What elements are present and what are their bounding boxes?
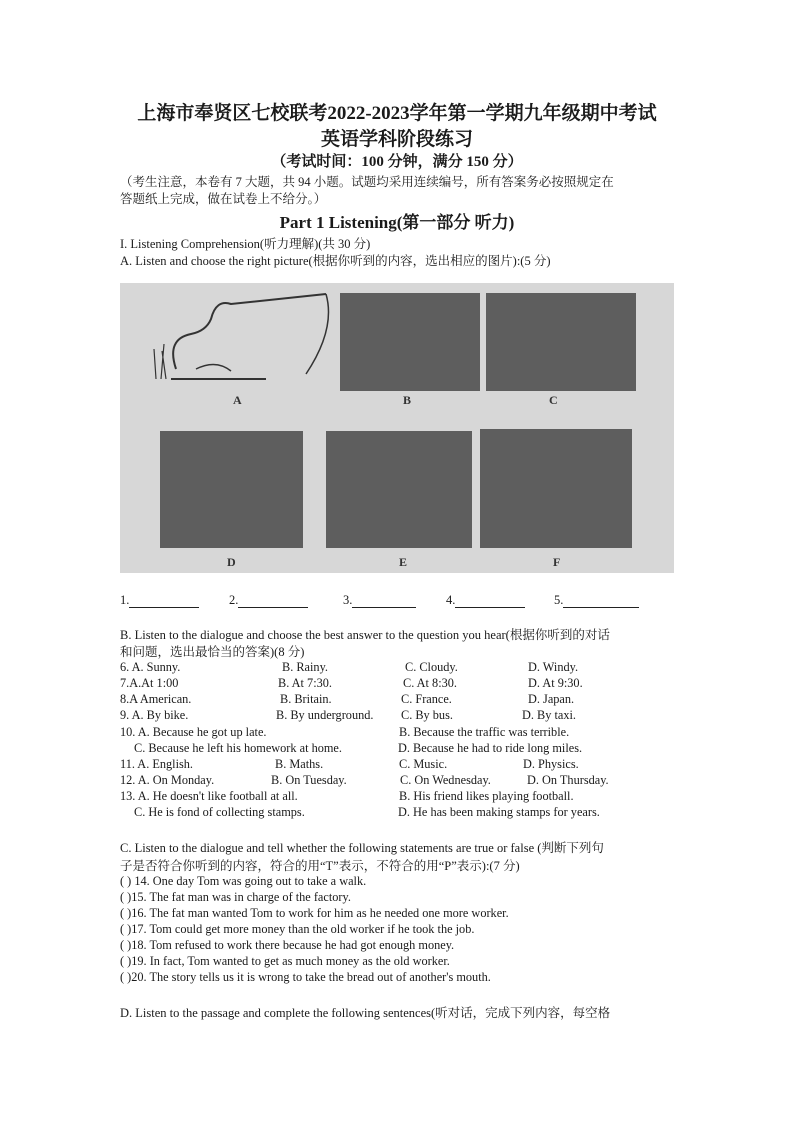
option-9d: D. By taxi. (522, 708, 576, 722)
option-11b: B. Maths. (275, 757, 324, 771)
tf-item-19[interactable]: ( )19. In fact, Tom wanted to get as much money as the old worker. (120, 954, 450, 968)
section-c-line-1: C. Listen to the dialogue and tell whether the following statements are true or false (判断下列句 (120, 841, 604, 855)
tf-item-20[interactable]: ( )20. The story tells us it is wrong to take the bread out of another's mouth. (120, 970, 491, 984)
picture-f (480, 429, 632, 548)
option-11a: 11. A. English. (120, 757, 193, 771)
listening-pictures (120, 283, 674, 573)
picture-label-c: C (549, 393, 558, 407)
option-8a: 8.A American. (120, 692, 192, 706)
picture-label-d: D (227, 555, 236, 569)
option-8d: D. Japan. (528, 692, 575, 706)
option-7c: C. At 8:30. (403, 676, 457, 690)
section-c-line-2: 子是否符合你听到的内容，符合的用“T”表示，不符合的用“P”表示):(7 分) (120, 859, 520, 873)
option-10b: B. Because the traffic was terrible. (399, 725, 570, 739)
option-13a: 13. A. He doesn't like football at all. (120, 789, 298, 803)
picture-label-e: E (399, 555, 408, 569)
option-7d: D. At 9:30. (528, 676, 583, 690)
notice-line-1: （考生注意，本卷有 7 大题，共 94 小题。试题均采用连续编号，所有答案务必按照规定在 (120, 175, 614, 189)
option-7b: B. At 7:30. (278, 676, 332, 690)
picture-label-a: A (233, 393, 242, 407)
answer-blank-2[interactable]: 2. (229, 593, 308, 608)
picture-label-b: B (403, 393, 412, 407)
exam-subject: 英语学科阶段练习 (320, 129, 473, 150)
exam-title: 上海市奉贤区七校联考2022-2023学年第一学期九年级期中考试 (137, 103, 657, 124)
option-10c: C. Because he left his homework at home. (134, 741, 342, 755)
picture-b (340, 293, 480, 391)
tf-item-17[interactable]: ( )17. Tom could get more money than the old worker if he took the job. (120, 922, 475, 936)
picture-e (326, 431, 472, 548)
exam-info: （考试时间：100 分钟，满分 150 分） (271, 154, 523, 170)
tf-item-15[interactable]: ( )15. The fat man was in charge of the factory. (120, 890, 351, 904)
tf-item-18[interactable]: ( )18. Tom refused to work there because he had got enough money. (120, 938, 455, 952)
option-9a: 9. A. By bike. (120, 708, 189, 722)
option-9c: C. By bus. (401, 708, 453, 722)
option-6d: D. Windy. (528, 660, 579, 674)
pelican-fishing-picture (136, 289, 336, 389)
answer-blank-1[interactable]: 1. (120, 593, 199, 608)
option-7a: 7.A.At 1:00 (120, 676, 179, 690)
notice-line-2: 答题纸上完成，做在试卷上不给分。） (120, 192, 327, 206)
answer-blank-5[interactable]: 5. (554, 593, 639, 608)
option-6c: C. Cloudy. (405, 660, 458, 674)
option-13b: B. His friend likes playing football. (399, 789, 574, 803)
section-b-line-2: 和问题，选出最恰当的答案)(8 分) (120, 645, 305, 659)
answer-blank-4[interactable]: 4. (446, 593, 525, 608)
section-b-line-1: B. Listen to the dialogue and choose the best answer to the question you hear(根据你听到的对话 (120, 628, 610, 642)
part-heading: Part 1 Listening(第一部分 听力) (279, 213, 515, 232)
option-10a: 10. A. Because he got up late. (120, 725, 267, 739)
option-13c: C. He is fond of collecting stamps. (134, 805, 305, 819)
option-12a: 12. A. On Monday. (120, 773, 215, 787)
option-9b: B. By underground. (276, 708, 374, 722)
option-12c: C. On Wednesday. (400, 773, 491, 787)
option-12b: B. On Tuesday. (271, 773, 347, 787)
option-10d: D. Because he had to ride long miles. (398, 741, 583, 755)
section-d-heading: D. Listen to the passage and complete the following sentences(听对话，完成下列内容，每空格 (120, 1006, 611, 1020)
tf-item-16[interactable]: ( )16. The fat man wanted Tom to work for him as he needed one more worker. (120, 906, 509, 920)
option-12d: D. On Thursday. (527, 773, 609, 787)
picture-c (486, 293, 636, 391)
option-11d: D. Physics. (523, 757, 579, 771)
option-6b: B. Rainy. (282, 660, 328, 674)
option-11c: C. Music. (399, 757, 448, 771)
option-13d: D. He has been making stamps for years. (398, 805, 600, 819)
tf-item-14[interactable]: ( ) 14. One day Tom was going out to take a walk. (120, 874, 367, 888)
picture-d (160, 431, 303, 548)
section-i-heading: I. Listening Comprehension(听力理解)(共 30 分) (120, 237, 371, 251)
option-8b: B. Britain. (280, 692, 332, 706)
picture-label-f: F (553, 555, 561, 569)
option-8c: C. France. (401, 692, 452, 706)
option-6a: 6. A. Sunny. (120, 660, 181, 674)
answer-blank-3[interactable]: 3. (343, 593, 416, 608)
section-a-heading: A. Listen and choose the right picture(根据你听到的内容，选出相应的图片):(5 分) (120, 254, 551, 268)
